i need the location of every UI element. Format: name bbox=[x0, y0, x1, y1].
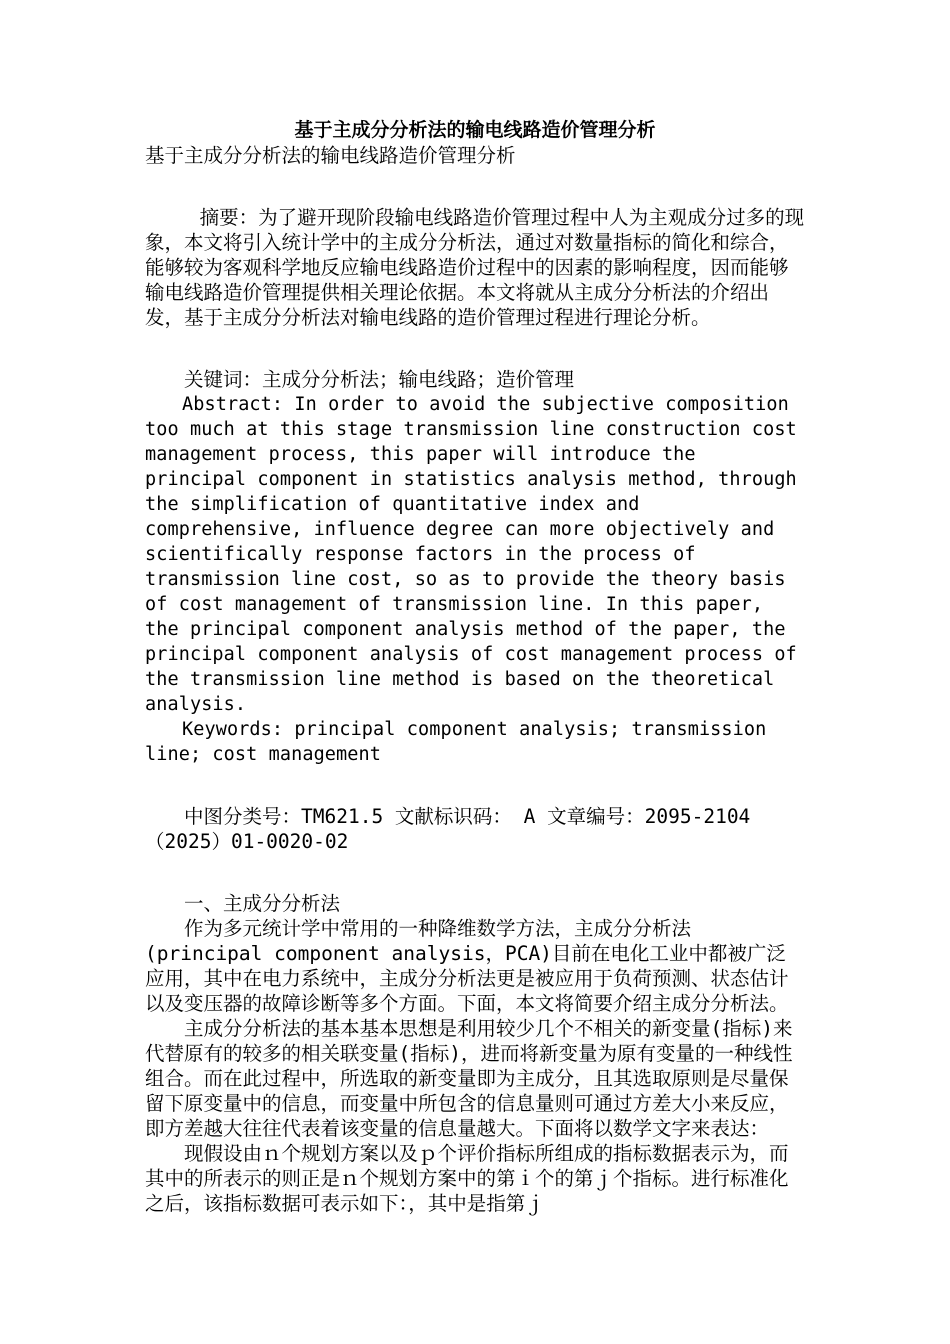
spacer bbox=[145, 330, 805, 355]
abstract-en: Abstract: In order to avoid the subjective composition too much at this stage transmission line construction cost management process, this paper will introduce the principal component in statistics analysis method, through the simplification of quantitative index and comprehensive, influence degree can more objectively and scientifically response factors in the process of transmission line cost, so as to provide the theory basis of cost management of transmission line. In this paper, the principal component analysis method of the paper, the principal component analysis of cost management process of the transmission line method is based on the theoretical analysis. bbox=[145, 394, 797, 715]
document-subtitle: 基于主成分分析法的输电线路造价管理分析 bbox=[145, 144, 516, 167]
keywords-cn: 关键词：主成分分析法；输电线路；造价管理 bbox=[184, 368, 575, 391]
body-paragraph: 主成分分析法的基本基本思想是利用较少几个不相关的新变量(指标)来代替原有的较多的相关联变量(指标)，进而将新变量为原有变量的一种线性组合。而在此过程中，所选取的新变量即为主成分，且其选取原则是尽量保留下原变量中的信息，而变量中所包含的信息量则可通过方差大小来反应，即方差越大往往代表着该变量的信息量越大。下面将以数学文字来表达： bbox=[145, 1017, 793, 1140]
spacer bbox=[145, 792, 805, 804]
body-paragraph: 作为多元统计学中常用的一种降维数学方法，主成分分析法(principal component analysis，PCA)目前在电化工业中都被广泛应用，其中在电力系统中，主成分分析法更是被应用于负荷预测、状态估计以及变压器的故障诊断等多个方面。下面，本文将简要介绍主成分分析法。 bbox=[145, 917, 789, 1015]
classification-info: 中图分类号：TM621.5 文献标识码： A 文章编号：2095-2104（2025）01-0020-02 bbox=[145, 805, 751, 853]
body-paragraph: 现假设由ｎ个规划方案以及ｐ个评价指标所组成的指标数据表示为，而其中的所表示的则正是ｎ个规划方案中的第ｉ个的第ｊ个指标。进行标准化之后，该指标数据可表示如下：，其中是指第ｊ bbox=[145, 1142, 789, 1215]
document-title: 基于主成分分析法的输电线路造价管理分析 bbox=[294, 119, 656, 141]
spacer bbox=[145, 879, 805, 891]
keywords-en: Keywords: principal component analysis; transmission line; cost management bbox=[145, 719, 767, 765]
document-page bbox=[145, 118, 805, 1216]
spacer bbox=[145, 193, 805, 205]
spacer bbox=[145, 854, 805, 879]
spacer bbox=[145, 767, 805, 792]
section-heading: 一、主成分分析法 bbox=[184, 892, 341, 915]
abstract-cn: 摘要：为了避开现阶段输电线路造价管理过程中人为主观成分过多的现象，本文将引入统计学中的主成分分析法，通过对数量指标的简化和综合，能够较为客观科学地反应输电线路造价过程中的因素的影响程度，因而能够输电线路造价管理提供相关理论依据。本文将就从主成分分析法的介绍出发，基于主成分分析法对输电线路的造价管理过程进行理论分析。 bbox=[145, 206, 805, 329]
spacer bbox=[145, 168, 805, 193]
spacer bbox=[145, 355, 805, 367]
